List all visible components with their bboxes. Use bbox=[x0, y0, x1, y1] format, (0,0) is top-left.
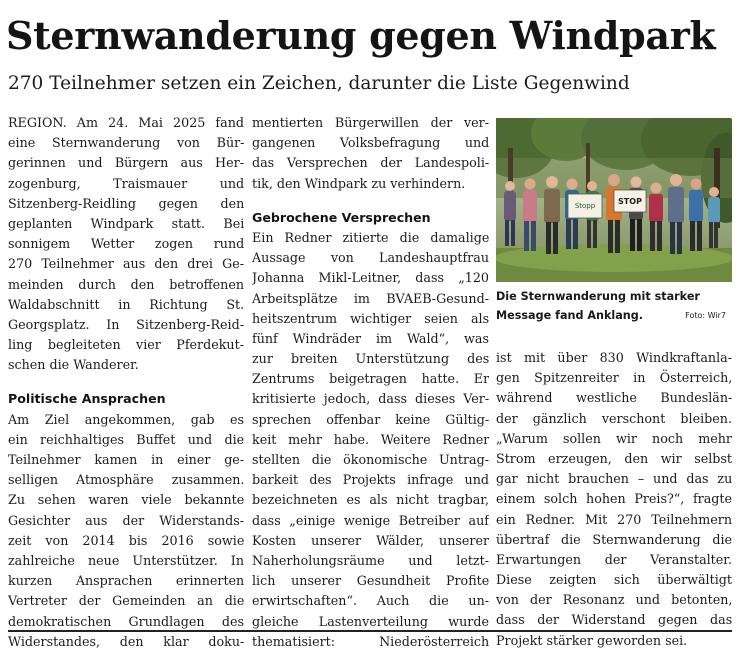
group-photo bbox=[496, 118, 732, 282]
text-line: meinden durch den betroffenen bbox=[8, 276, 244, 292]
text-line: gerinnen und Bürgern aus Her- bbox=[8, 155, 244, 171]
text-line: kurzen Ansprachen erinnerten bbox=[8, 573, 244, 589]
text-line: ist mit über 830 Windkraftanla- bbox=[496, 350, 732, 365]
bottom-rule bbox=[8, 630, 732, 632]
text-line: gen Spitzenreiter in Österreich, bbox=[496, 370, 732, 386]
caption-line-1: Die Sternwanderung mit starker bbox=[496, 290, 700, 303]
text-line: schen die Wanderer. bbox=[8, 357, 139, 373]
text-line: Vertreter der Gemeinden an die bbox=[8, 593, 244, 609]
text-line: Projekt stärker geworden sei. bbox=[496, 632, 688, 648]
text-line: Widerstandes, den klar doku- bbox=[8, 633, 244, 649]
sign-text-stop: STOP bbox=[618, 197, 642, 206]
text-line: REGION. Am 24. Mai 2025 fand bbox=[8, 115, 244, 130]
article-column-2 bbox=[252, 113, 489, 652]
text-line: Teilnehmer kamen in einer ge- bbox=[8, 452, 244, 467]
text-line: Strom erzeugen, den wir selbst bbox=[496, 450, 732, 466]
text-line: ein reichhaltiges Buffet und die bbox=[8, 431, 244, 447]
text-line: gar nicht brauchen – und das zu bbox=[496, 471, 732, 487]
text-line: übertraf die Sternwanderung die bbox=[496, 531, 732, 547]
text-line: sprechen offenbar keine Gültig- bbox=[252, 411, 489, 427]
text-line: von der Resonanz und betonten, bbox=[496, 592, 732, 608]
headline: Sternwanderung gegen Windpark bbox=[6, 13, 716, 58]
text-line: mentierten Bürgerwillen der ver- bbox=[252, 115, 489, 130]
text-line: Kosten unserer Wälder, unserer bbox=[252, 532, 489, 548]
text-line: tik, den Windpark zu verhindern. bbox=[252, 175, 466, 191]
text-line: demokratischen Grundlagen des bbox=[8, 613, 244, 629]
article-column-1 bbox=[8, 113, 244, 652]
text-line: der gänzlich verschont bleiben. bbox=[496, 410, 732, 426]
text-line: keit mehr habe. Weitere Redner bbox=[252, 431, 489, 447]
text-line: barkeit des Projekts infrage und bbox=[252, 472, 489, 488]
text-line: ein Redner. Mit 270 Teilnehmern bbox=[496, 511, 732, 527]
text-line: eine Sternwanderung von Bür- bbox=[8, 135, 244, 151]
text-line: dass „einige wenige Betreiber auf bbox=[252, 512, 489, 528]
text-line: kritisierte jedoch, dass dieses Ver- bbox=[252, 391, 489, 407]
text-line: Aussage von Landeshauptfrau bbox=[252, 250, 489, 266]
text-line: gleiche Lastenverteilung wurde bbox=[252, 613, 489, 629]
text-line: zogenburg, Traismauer und bbox=[8, 175, 244, 191]
text-line: Ein Redner zitierte die damalige bbox=[252, 229, 489, 245]
text-line: sonnigem Wetter zogen rund bbox=[8, 236, 244, 252]
section-title-politische-ansprachen: Politische Ansprachen bbox=[8, 391, 166, 407]
text-line: einem solch hohen Preis?“, fragte bbox=[496, 491, 732, 507]
text-line: erwirtschaften“. Auch die un- bbox=[252, 593, 489, 609]
text-line: lich unserer Gesundheit Profite bbox=[252, 573, 489, 589]
caption-line-2: Message fand Anklang. bbox=[496, 309, 644, 322]
photo-credit: Foto: Wir7 bbox=[685, 311, 726, 320]
text-line: Arbeitsplätze im BVAEB-Gesund- bbox=[252, 290, 489, 306]
text-line: Johanna Mikl-Leitner, dass „120 bbox=[252, 270, 489, 286]
text-line: Erwartungen der Veranstalter. bbox=[496, 551, 732, 567]
protest-sign-right bbox=[614, 190, 646, 212]
text-line: geplanten Windpark statt. Bei bbox=[8, 215, 244, 231]
sign-text-stopp: Stopp bbox=[574, 202, 596, 210]
text-line: das Versprechen der Landespoli- bbox=[252, 155, 489, 171]
photo-caption bbox=[496, 287, 732, 327]
text-line: Am Ziel angekommen, gab es bbox=[8, 411, 244, 427]
text-line: während westliche Bundeslän- bbox=[496, 390, 732, 406]
text-line: Diese zeigten sich überwältigt bbox=[496, 572, 732, 588]
text-line: Gesichter aus der Widerstands- bbox=[8, 512, 244, 528]
text-line: bezeichneten es als nicht tragbar, bbox=[252, 492, 489, 508]
text-line: heitszentrum wichtiger seien als bbox=[252, 310, 489, 326]
text-line: thematisiert: Niederösterreich bbox=[252, 633, 489, 649]
article-column-3 bbox=[496, 348, 732, 651]
text-line: fünf Windräder im Wald“, was bbox=[252, 330, 489, 346]
text-line: selligen Atmosphäre zusammen. bbox=[8, 472, 244, 488]
text-line: Zu sehen waren viele bekannte bbox=[8, 492, 244, 508]
text-line: Waldabschnitt in Richtung St. bbox=[8, 296, 244, 312]
text-line: Georgsplatz. In Sitzenberg-Reid- bbox=[8, 316, 244, 332]
text-line: zahlreiche neue Unterstützer. In bbox=[8, 552, 244, 568]
text-line: zur breiten Unterstützung des bbox=[252, 351, 489, 367]
text-line: 270 Teilnehmer aus den drei Ge- bbox=[8, 256, 244, 272]
text-line: stellten die ökonomische Untrag- bbox=[252, 452, 489, 467]
text-line: dass der Widerstand gegen das bbox=[496, 612, 732, 628]
text-line: gangenen Volksbefragung und bbox=[252, 135, 489, 151]
text-line: Sitzenberg-Reidling gegen den bbox=[8, 195, 244, 211]
subheadline: 270 Teilnehmer setzen ein Zeichen, darunter die Liste Gegenwind bbox=[8, 73, 630, 94]
text-line: Naherholungsräume und letzt- bbox=[252, 552, 489, 568]
text-line: „Warum sollen wir noch mehr bbox=[496, 430, 732, 446]
section-title-gebrochene-versprechen: Gebrochene Versprechen bbox=[252, 209, 431, 225]
text-line: Zentrums beigetragen hatte. Er bbox=[252, 371, 489, 387]
protest-sign-left bbox=[568, 194, 602, 218]
text-line: ling begleiteten vier Pferdekut- bbox=[8, 337, 244, 353]
text-line: zeit von 2014 bis 2016 sowie bbox=[8, 532, 244, 548]
